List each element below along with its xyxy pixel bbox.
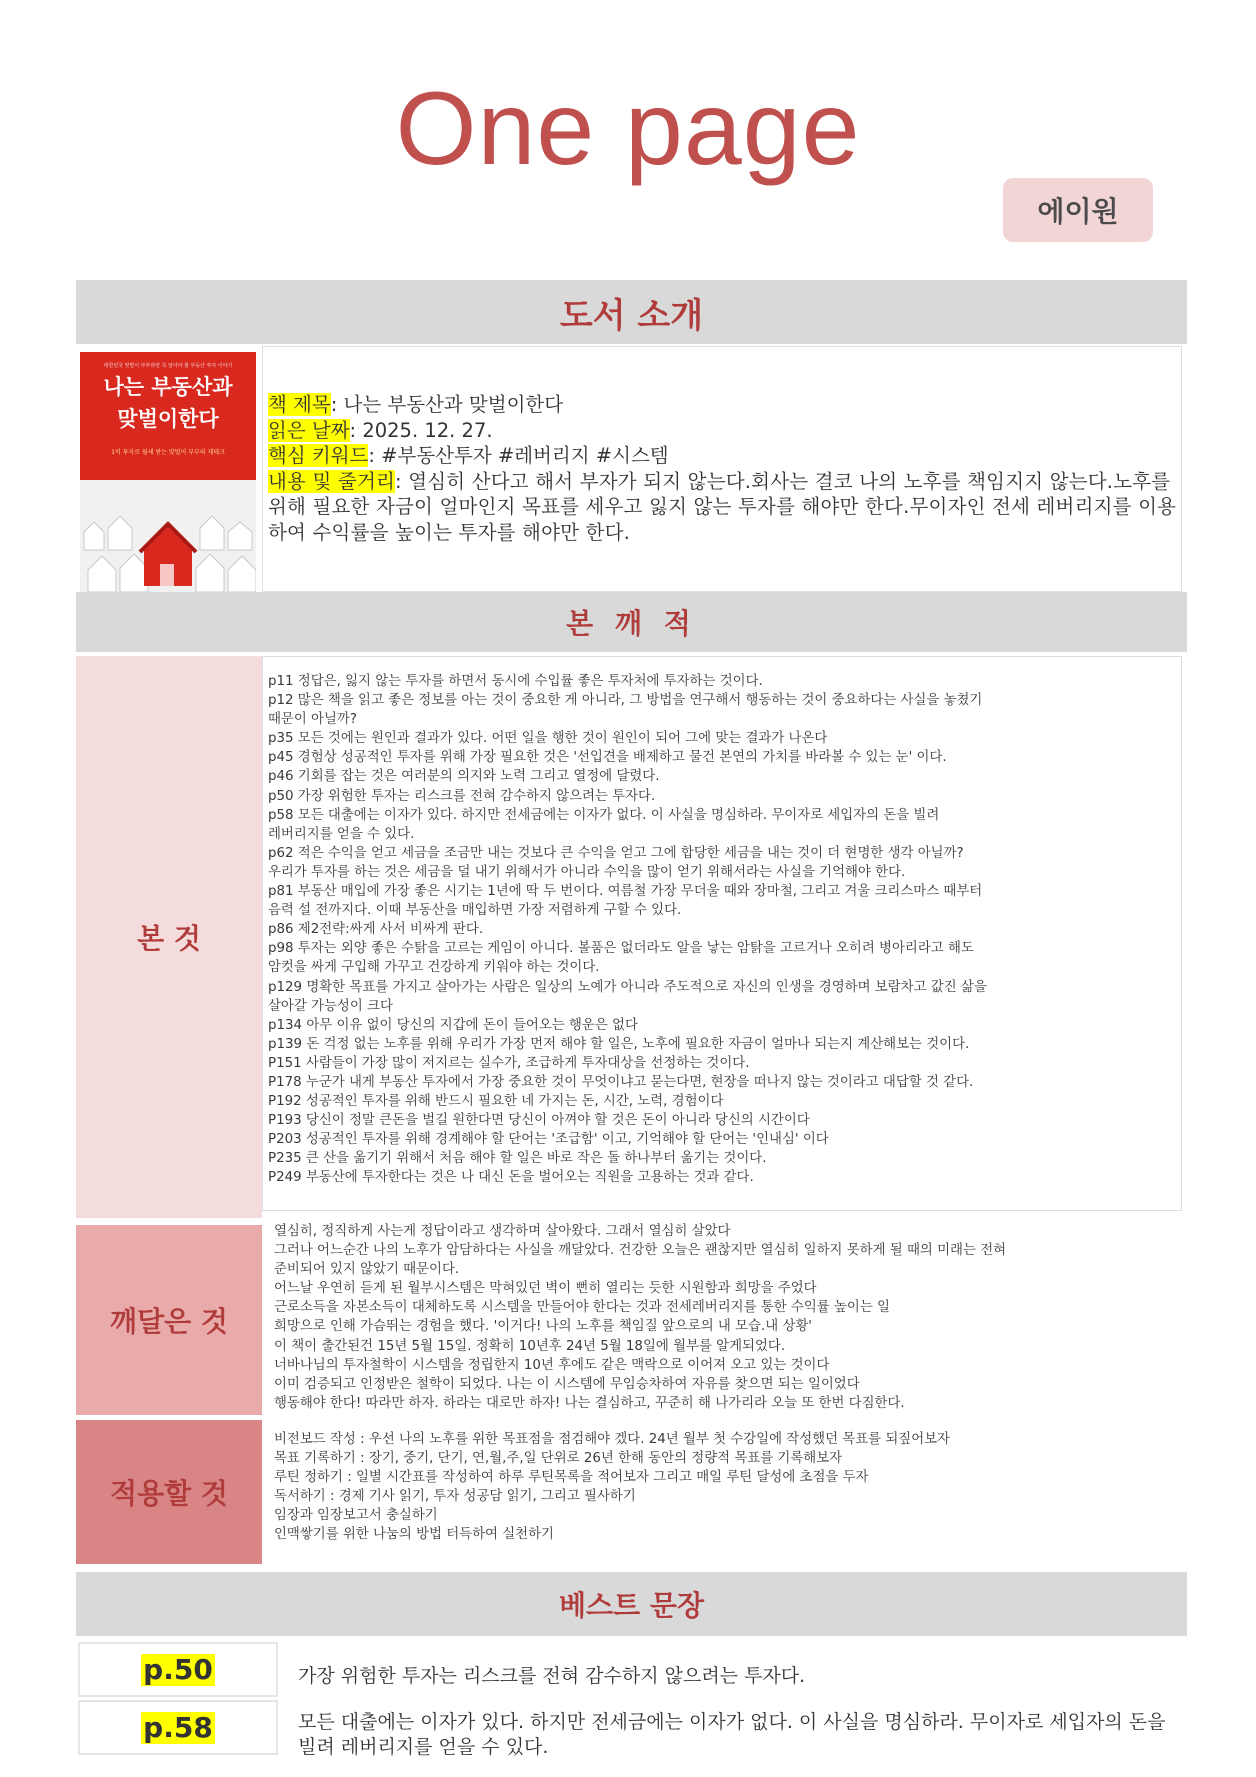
section-header-book-intro: 도서 소개 [76,280,1187,344]
seen-line: 우리가 투자를 하는 것은 세금을 덜 내기 위해서가 아니라 수익을 많이 얻기 위해서라는 사실을 기억해야 한다. [268,864,906,880]
label-apply: 적용할 것 [76,1420,262,1564]
section-header-best: 베스트 문장 [76,1572,1187,1636]
realized-line: 이 책이 출간된건 15년 5월 15일. 정확히 10년후 24년 5월 18일에 월부를 알게되었다. [274,1338,786,1354]
best-page-cell [78,1700,278,1755]
best-sentence: 모든 대출에는 이자가 있다. 하지만 전세금에는 이자가 없다. 이 사실을 명심하라. 무이자로 세입자의 돈을 빌려 레버리지를 얻을 수 있다. [298,1711,1166,1758]
realized-line: 그러나 어느순간 나의 노후가 암담하다는 사실을 깨달았다. 건강한 오늘은 괜찮지만 열심히 일하지 못하게 될 때의 미래는 전혀 [274,1243,1007,1259]
info-title-row [268,392,1178,418]
cover-tagline: 1억 투자로 월세 받는 맞벌이 부부의 재테크 [111,449,225,456]
seen-line: 살아갈 가능성이 크다 [268,998,393,1014]
cover-title-line1: 나는 부동산과 [103,375,233,399]
realized-list [274,1222,1184,1413]
seen-line: p86 제2전략:싸게 사서 비싸게 판다. [268,922,484,938]
seen-line: P203 성공적인 투자를 위해 경계해야 할 단어는 '조급함' 이고, 기억해야 할 단어는 '인내심' 이다 [268,1132,829,1148]
seen-line: P192 성공적인 투자를 위해 반드시 필요한 네 가지는 돈, 시간, 노력, 경험이다 [268,1094,724,1110]
seen-line: 음력 설 전까지다. 이때 부동산을 매입하면 가장 저렴하게 구할 수 있다. [268,903,682,919]
label-seen: 본 것 [76,656,262,1218]
book-info-list [268,392,1178,545]
info-value: : 2025. 12. 27. [349,418,493,442]
seen-line: p45 경험상 성공적인 투자를 위해 가장 필요한 것은 '선입견을 배제하고 물건 본연의 가치를 바라볼 수 있는 눈' 이다. [268,750,947,766]
info-keyword-row [268,443,1178,469]
cover-houses-illustration [80,480,256,592]
seen-line: p129 명확한 목표를 가지고 살아가는 사람은 일상의 노예가 아니라 주도적으로 자신의 인생을 경영하며 보람차고 값진 삶을 [268,979,987,995]
seen-list [268,672,1178,1188]
apply-line: 비전보드 작성 : 우선 나의 노후를 위한 목표점을 점검해야 겠다. 24년 월부 첫 수강일에 작성했던 목표를 되짚어보자 [274,1432,950,1447]
seen-line: p46 기회를 잡는 것은 여러분의 의지와 노력 그리고 열정에 달렸다. [268,769,660,785]
realized-line: 어느날 우연히 듣게 된 월부시스템은 막혀있던 벽이 뻔히 열리는 듯한 시원함과 희망을 주었다 [274,1281,817,1297]
info-value: : 나는 부동산과 맞벌이한다 [330,393,564,416]
realized-line: 이미 검증되고 인정받은 철학이 되었다. 나는 이 시스템에 무임승차하여 자유를 찾으면 되는 일이었다 [274,1376,860,1392]
seen-line: p11 정답은, 잃지 않는 투자를 하면서 동시에 수입률 좋은 투자처에 투자하는 것이다. [268,674,763,689]
seen-line: P235 큰 산을 옮기기 위해서 처음 해야 할 일은 바로 작은 돌 하나부터 옮기는 것이다. [268,1151,767,1167]
best-page-number: p.58 [143,1710,213,1744]
realized-line: 희망으로 인해 가슴뛰는 경험을 했다. '이거다! 나의 노후를 책임질 앞으로의 내 모습.내 상황' [274,1319,812,1335]
seen-line: p35 모든 것에는 원인과 결과가 있다. 어떤 일을 행한 것이 원인이 되어 그에 맞는 결과가 나온다 [268,731,828,747]
seen-line: p98 투자는 외양 좋은 수탉을 고르는 게임이 아니다. 볼품은 없더라도 알을 낳는 암탉을 고르거나 오히려 병아리라고 해도 [268,941,974,957]
realized-line: 너바나님의 투자철학이 시스템을 정립한지 10년 후에도 같은 맥락으로 이어져 오고 있는 것이다 [274,1357,830,1373]
info-label: 내용 및 줄거리 [268,469,396,493]
apply-line: 루틴 정하기 : 일별 시간표를 작성하여 하루 루틴목록을 적어보자 그리고 매일 루틴 달성에 초점을 두자 [274,1470,869,1486]
apply-list [274,1430,1184,1545]
seen-line: 레버리지를 얻을 수 있다. [268,826,415,842]
seen-line: P178 누군가 내게 부동산 투자에서 가장 중요한 것이 무엇이냐고 묻는다면, 현장을 떠나지 않는 것이라고 대답할 것 같다. [268,1074,974,1090]
info-label: 읽은 날짜 [268,418,350,442]
book-cover-image [80,352,256,592]
realized-line: 준비되어 있지 않았기 때문이다. [274,1262,460,1278]
seen-line: p81 부동산 매입에 가장 좋은 시기는 1년에 딱 두 번이다. 여름철 가장 무더울 때와 장마철, 그리고 겨울 크리스마스 때부터 [268,884,983,900]
cover-top-text: 대한민국 맞벌이 부부라면 꼭 알아야 할 부동산 투자 이야기 [103,363,233,369]
apply-line: 인맥쌓기를 위한 나눔의 방법 터득하여 실천하기 [274,1527,554,1543]
info-date-row [268,418,1178,444]
label-realized: 깨달은 것 [76,1225,262,1415]
best-sentence: 가장 위험한 투자는 리스크를 전혀 감수하지 않으려는 투자다. [298,1665,806,1687]
apply-line: 독서하기 : 경제 기사 읽기, 투자 성공담 읽기, 그리고 필사하기 [274,1489,636,1505]
seen-line: 때문이 아닐까? [268,712,357,728]
section-header-excerpts: 본 깨 적 [76,592,1187,652]
seen-line: p50 가장 위험한 투자는 리스크를 전혀 감수하지 않으려는 투자다. [268,788,656,804]
best-page-number: p.50 [143,1652,213,1686]
seen-line: P249 부동산에 투자한다는 것은 나 대신 돈을 벌어오는 직원을 고용하는 것과 같다. [268,1170,754,1186]
seen-line: p62 적은 수익을 얻고 세금을 조금만 내는 것보다 큰 수익을 얻고 그에 합당한 세금을 내는 것이 더 현명한 생각 아닐까? [268,845,964,861]
info-label: 핵심 키워드 [268,444,369,467]
info-summary-row [268,469,1178,546]
page-title: One page [395,71,861,187]
info-value: : #부동산투자 #레버리지 #시스템 [368,444,669,467]
seen-line: P151 사람들이 가장 많이 저지르는 실수가, 조급하게 투자대상을 선정하는 것이다. [268,1055,750,1071]
seen-line: 암컷을 싸게 구입해 가꾸고 건강하게 키워야 하는 것이다. [268,960,600,976]
author-badge: 에이원 [1003,178,1153,242]
seen-line: p12 많은 책을 읽고 좋은 정보를 아는 것이 중요한 게 아니라, 그 방법을 연구해서 행동하는 것이 중요하다는 사실을 놓쳤기 [268,693,983,709]
seen-line: p139 돈 걱정 없는 노후를 위해 우리가 가장 먼저 해야 할 일은, 노후에 필요한 자금이 얼마나 되는지 계산해보는 것이다. [268,1036,970,1052]
seen-line: P193 당신이 정말 큰돈을 벌길 원한다면 당신이 아껴야 할 것은 돈이 아니라 당신의 시간이다 [268,1113,810,1129]
seen-line: p58 모든 대출에는 이자가 있다. 하지만 전세금에는 이자가 없다. 이 사실을 명심하라. 무이자로 세입자의 돈을 빌려 [268,807,940,823]
info-value: : 열심히 산다고 해서 부자가 되지 않는다.회사는 결코 나의 노후를 책임지지 않는다.노후를 위해 필요한 자금이 얼마인지 목표를 세우고 잃지 않는 투자를 해야만 한다.무이자인 전세 레버리지를 이용하여 수익률을 높이는 투자를 해야만 한다. [268,469,1177,544]
realized-line: 열심히, 정직하게 사는게 정답이라고 생각하며 살아왔다. 그래서 열심히 살았다 [274,1224,731,1239]
apply-line: 임장과 임장보고서 충실하기 [274,1508,438,1524]
cover-title-line2: 맞벌이한다 [117,407,219,431]
best-page-cell [78,1642,278,1697]
realized-line: 행동해야 한다! 따라만 하자. 하라는 대로만 하자! 나는 결심하고, 꾸준히 해 나가리라 오늘 또 한번 다짐한다. [274,1395,905,1411]
info-label: 책 제목 [268,393,331,416]
realized-line: 근로소득을 자본소득이 대체하도록 시스템을 만들어야 한다는 것과 전세레버리지를 통한 수익률 높이는 일 [274,1300,890,1316]
apply-line: 목표 기록하기 : 장기, 중기, 단기, 연,월,주,일 단위로 26년 한해 동안의 정량적 목표를 기록해보자 [274,1451,843,1467]
seen-line: p134 아무 이유 없이 당신의 지갑에 돈이 들어오는 행운은 없다 [268,1017,638,1033]
